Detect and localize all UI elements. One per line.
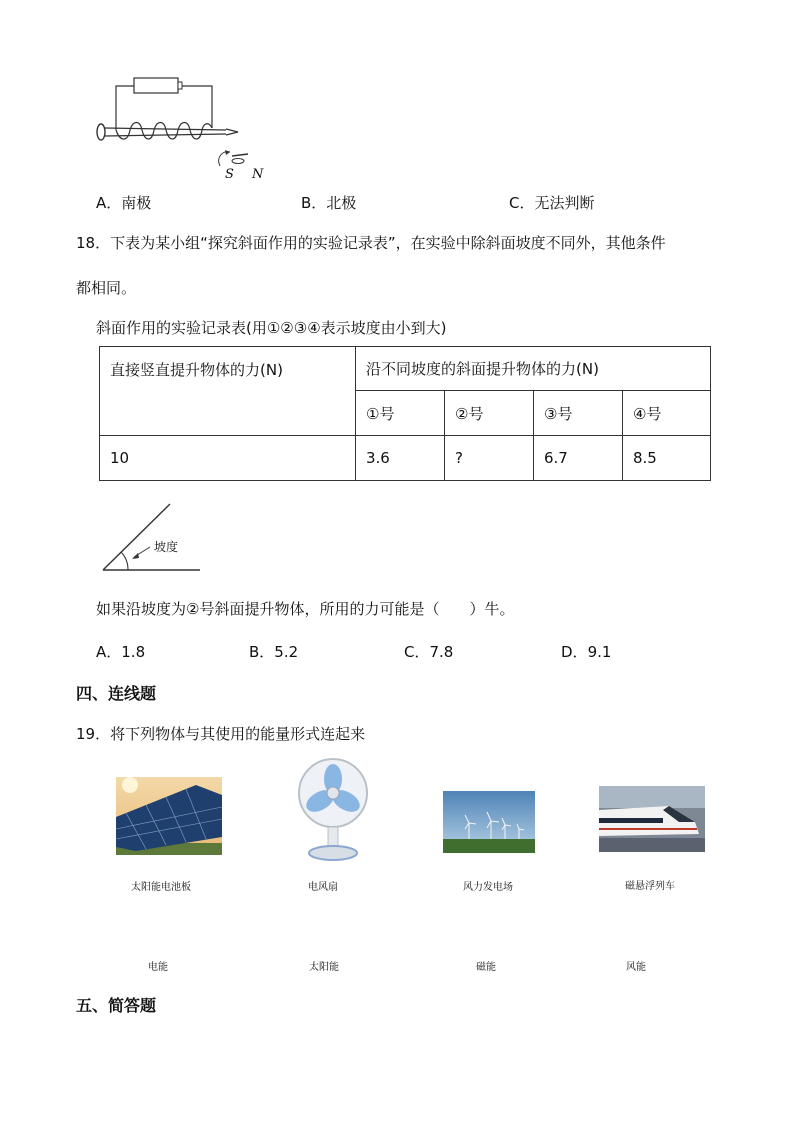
table-cell: 6.7 <box>534 436 623 481</box>
option-text: 1.8 <box>121 643 146 661</box>
option-letter: B． <box>249 643 275 661</box>
q18-stem-line2: 都相同。 <box>76 279 137 297</box>
option-letter: A． <box>96 194 122 212</box>
column-header: ④号 <box>623 391 711 436</box>
slope-angle-diagram <box>100 500 210 575</box>
energy-label-magnetic[interactable]: 磁能 <box>476 962 496 973</box>
option-text: 7.8 <box>429 643 454 661</box>
object-label-fan: 电风扇 <box>308 882 338 893</box>
energy-label-solar[interactable]: 太阳能 <box>309 962 339 973</box>
table-cell: ? <box>445 436 534 481</box>
option-text: 北极 <box>326 194 357 212</box>
slope-label: 坡度 <box>154 540 179 554</box>
q17-option-b[interactable] <box>301 192 356 213</box>
section-title: 五、简答题 <box>76 996 157 1015</box>
solenoid-diagram <box>88 70 278 185</box>
q19-stem <box>76 724 365 744</box>
maglev-train-image[interactable] <box>599 786 705 852</box>
compass-n-label: N <box>252 167 264 182</box>
option-letter: B． <box>301 194 327 212</box>
q17-option-c[interactable] <box>509 192 595 213</box>
table-cell: 3.6 <box>356 436 445 481</box>
section-title: 四、连线题 <box>76 684 157 703</box>
direct-lift-header: 直接竖直提升物体的力(N) <box>100 347 356 436</box>
energy-label-wind[interactable]: 风能 <box>626 962 646 973</box>
column-header: ③号 <box>534 391 623 436</box>
option-letter: D． <box>561 643 588 661</box>
object-label-wind-farm: 风力发电场 <box>463 882 513 893</box>
column-header: ①号 <box>356 391 445 436</box>
q18-option-d[interactable] <box>561 641 611 662</box>
option-letter: C． <box>404 643 430 661</box>
q18-option-b[interactable] <box>249 641 298 662</box>
q18-option-c[interactable] <box>404 641 453 662</box>
solar-panel-image[interactable] <box>116 777 222 855</box>
option-text: 5.2 <box>274 643 299 661</box>
option-letter: C． <box>509 194 535 212</box>
question-number: 18． <box>76 234 111 252</box>
experiment-record-table <box>99 346 711 481</box>
incline-lift-header: 沿不同坡度的斜面提升物体的力(N) <box>356 347 711 391</box>
column-header: ②号 <box>445 391 534 436</box>
question-number: 19． <box>76 725 111 743</box>
compass-s-label: S <box>225 167 234 182</box>
electric-fan-image[interactable] <box>292 755 374 863</box>
question-stem: 将下列物体与其使用的能量形式连起来 <box>110 725 366 743</box>
option-text: 南极 <box>121 194 152 212</box>
energy-label-electric[interactable]: 电能 <box>148 962 168 973</box>
q18-question: 如果沿坡度为②号斜面提升物体，所用的力可能是（ ）牛。 <box>96 600 515 618</box>
wind-farm-image[interactable] <box>443 791 535 853</box>
table-cell: 10 <box>100 436 356 481</box>
question-stem: 下表为某小组“探究斜面作用的实验记录表”，在实验中除斜面坡度不同外，其他条件 <box>110 234 666 252</box>
option-letter: A． <box>96 643 122 661</box>
table-cell: 8.5 <box>623 436 711 481</box>
option-text: 无法判断 <box>534 194 595 212</box>
object-label-solar-panel: 太阳能电池板 <box>131 882 191 893</box>
q18-stem-line1 <box>76 233 736 253</box>
object-label-maglev: 磁悬浮列车 <box>625 881 675 892</box>
q17-option-a[interactable] <box>96 192 151 213</box>
q18-option-a[interactable] <box>96 641 145 662</box>
table-caption: 斜面作用的实验记录表(用①②③④表示坡度由小到大) <box>96 319 447 337</box>
option-text: 9.1 <box>587 643 612 661</box>
